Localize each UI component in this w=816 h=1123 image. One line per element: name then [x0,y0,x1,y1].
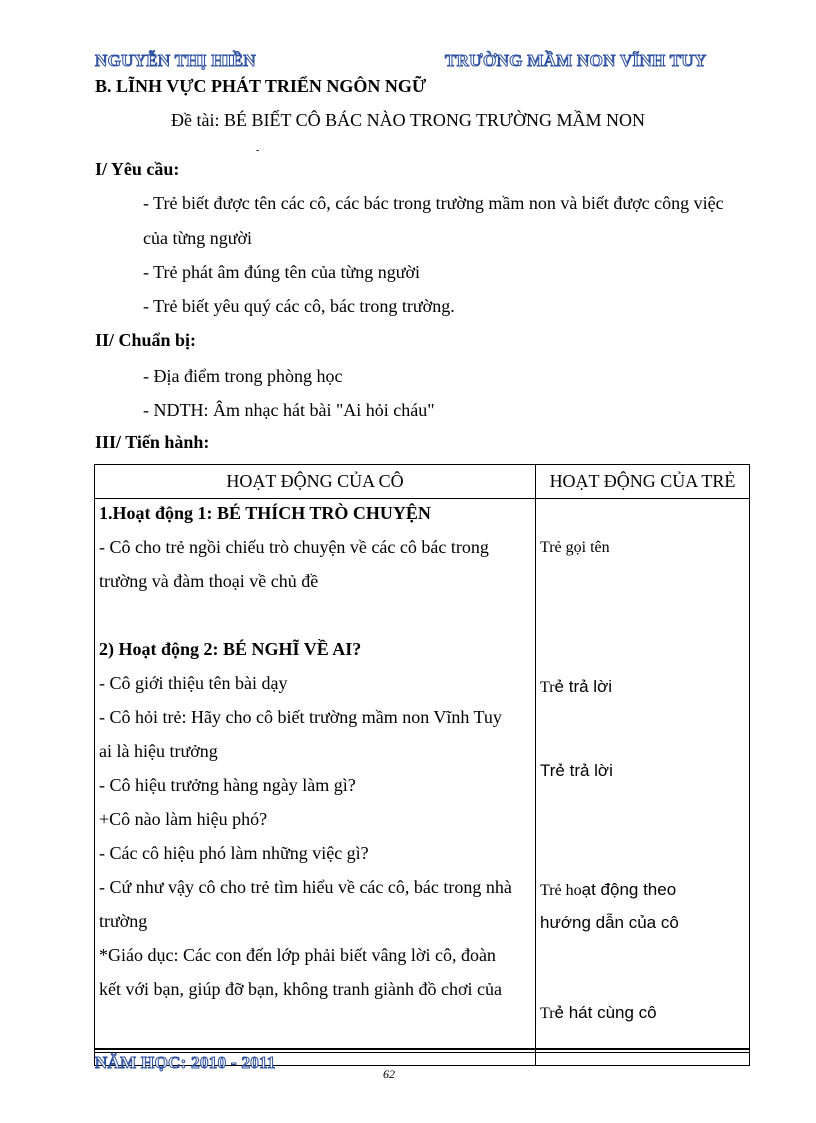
requirement-item: - Trẻ phát âm đúng tên của từng người [143,262,420,282]
teacher-line: - Cứ như vậy cô cho trẻ tìm hiểu về các cô, bác trong nhà [99,877,512,897]
header-school: TRƯỜNG MẦM NON VĨNH TUY [445,51,707,70]
preparation-item: - Địa điểm trong phòng học [143,366,343,386]
procedure-heading: III/ Tiến hành: [95,432,210,452]
footer-school-year: NĂM HỌC: 2010 - 2011 [95,1053,276,1072]
stray-mark: - [256,145,260,156]
preparation-heading: II/ Chuẩn bị: [95,330,197,350]
child-column-header: HOẠT ĐỘNG CỦA TRẺ [536,465,750,499]
teacher-line: - Các cô hiệu phó làm những việc gì? [99,843,369,863]
child-line: hướng dẫn của cô [540,913,679,932]
requirement-item: - Trẻ biết được tên các cô, các bác trong trường mầm non và biết được công việc [143,193,724,213]
child-line: Trẻ hát cùng cô [540,1003,657,1022]
teacher-line: - Cô hiệu trưởng hàng ngày làm gì? [99,775,356,795]
teacher-column-header: HOẠT ĐỘNG CỦA CÔ [95,465,536,499]
teacher-line: - Cô giới thiệu tên bài dạy [99,673,288,693]
child-line: Trẻ hoạt động theo [540,880,677,899]
header-author: NGUYỄN THỊ HIỀN [95,51,256,70]
teacher-line: - Cô cho trẻ ngồi chiếu trò chuyện về các cô bác trong [99,537,489,557]
teacher-line: kết với bạn, giúp đỡ bạn, không tranh giành đồ chơi của [99,979,502,999]
teacher-line: ai là hiệu trưởng [99,741,218,761]
teacher-line: trường [99,911,148,931]
requirement-item: của từng người [143,228,253,248]
page-number: 62 [383,1067,395,1081]
teacher-activity-cell [95,499,536,1066]
child-line: Trẻ trả lời [540,761,613,780]
teacher-line: +Cô nào làm hiệu phó? [99,809,268,829]
topic-label: Đề tài: [171,110,220,130]
activity-2-title: 2) Hoạt động 2: BÉ NGHĨ VỀ AI? [99,639,362,659]
activity-table [94,464,750,1066]
activity-1-title: 1.Hoạt động 1: BÉ THÍCH TRÒ CHUYỆN [99,503,431,523]
preparation-item: - NDTH: Âm nhạc hát bài "Ai hỏi cháu" [143,400,435,420]
section-title: B. LĨNH VỰC PHÁT TRIỂN NGÔN NGỮ [95,76,427,96]
topic-title: BÉ BIẾT CÔ BÁC NÀO TRONG TRƯỜNG MẦM NON [223,110,645,130]
footer-rule [94,1048,750,1050]
child-line: Trẻ gọi tên [540,539,610,556]
requirement-item: - Trẻ biết yêu quý các cô, bác trong trường. [143,296,455,316]
child-activity-cell [536,499,750,1066]
teacher-line: *Giáo dục: Các con đến lớp phải biết vâng lời cô, đoàn [99,945,496,965]
teacher-line: trường và đàm thoại về chủ đề [99,571,319,591]
topic-line [0,110,816,131]
teacher-line: - Cô hỏi trẻ: Hãy cho cô biết trường mầm non Vĩnh Tuy [99,707,502,727]
child-line: Trẻ trả lời [540,677,612,696]
requirements-heading: I/ Yêu cầu: [95,159,180,179]
